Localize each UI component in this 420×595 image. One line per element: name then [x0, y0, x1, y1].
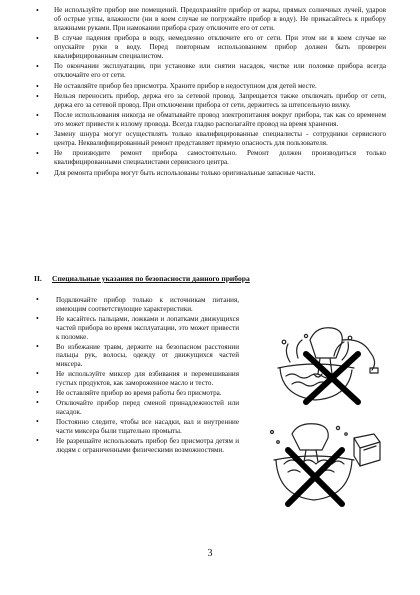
- list-item: • Не оставляйте прибор во время работы без присмотра.: [34, 389, 239, 398]
- section-title: Специальные указания по безопасности данного прибора: [52, 274, 250, 283]
- list-item: • Не производите ремонт прибора самостоятельно. Ремонт должен производиться только квалифицированными специалистами сервисного центра.: [34, 149, 386, 167]
- special-safety-list: [34, 296, 239, 455]
- list-item: • Замену шнура могут осуществлять только квалифицированные специалисты - сотрудники сервисного центра. Неквалифицированный ремонт представляет прямую опасность для пользователя.: [34, 130, 386, 148]
- general-safety-list: [34, 6, 386, 179]
- list-item: • Для ремонта прибора могут быть использованы только оригинальные запасные части.: [34, 169, 386, 178]
- section-number: II.: [34, 274, 42, 283]
- list-item: • Не используйте прибор вне помещений. Предохраняйте прибор от жары, прямых солнечных лучей, ударов об острые углы, влажности (ни в коем случае не погружайте прибор в воду). Не прикасайтесь к прибору влажными руками. При намокании прибора сразу отключите его от сети.: [34, 6, 386, 33]
- list-item: • Не оставляйте прибор без присмотра. Храните прибор в недоступном для детей месте.: [34, 82, 386, 91]
- list-item: • Не касайтесь пальцами, ложками и лопатками движущихся частей прибора во время эксплуатации, это может привести к поломке.: [34, 315, 239, 342]
- list-item: • Отключайте прибор перед сменой принадлежностей или насадок.: [34, 399, 239, 417]
- section-heading: [34, 274, 394, 283]
- list-item: • В случае падения прибора в воду, немедленно отключите его от сети. При этом ни в коем случае не опускайте руки в воду. Перед повторным использованием прибор должен быть проверен квалифицированным специалистом.: [34, 34, 386, 61]
- list-item: • Постоянно следите, чтобы все насадки, вал и внутренние части миксера были тщательно промыты.: [34, 418, 239, 436]
- list-item: • После использования никогда не обматывайте провод электропитания вокруг прибора, так как со временем это может привести к излому провода. Всегда гладко располагайте провод на время хранения.: [34, 111, 386, 129]
- list-item: • Не используйте миксер для взбивания и перемешивания густых продуктов, как замороженное масло и тесто.: [34, 370, 239, 388]
- list-item: • Нельзя переносить прибор, держа его за сетевой провод. Запрещается также отключать прибор от сети, держа его за сетевой провод. При отключении прибора от сети, держитесь за штепсельную вилку.: [34, 92, 386, 110]
- mixer-water-warning-illustration: [270, 318, 390, 408]
- list-item: • По окончании эксплуатации, при установке или снятии насадок, чистке или поломке прибора всегда отключайте его от сети.: [34, 62, 386, 80]
- page-number: 3: [207, 548, 213, 559]
- list-item: • Во избежание травм, держите на безопасном расстоянии пальцы рук, волосы, одежду от движущихся частей миксера.: [34, 343, 239, 370]
- list-item: • Не разрешайте использовать прибор без присмотра детям и людям с ограниченными физическими возможностями.: [34, 437, 239, 455]
- thick-food-warning-illustration: [262, 420, 386, 510]
- list-item: • Подключайте прибор только к источникам питания, имеющим соответствующие характеристики.: [34, 296, 239, 314]
